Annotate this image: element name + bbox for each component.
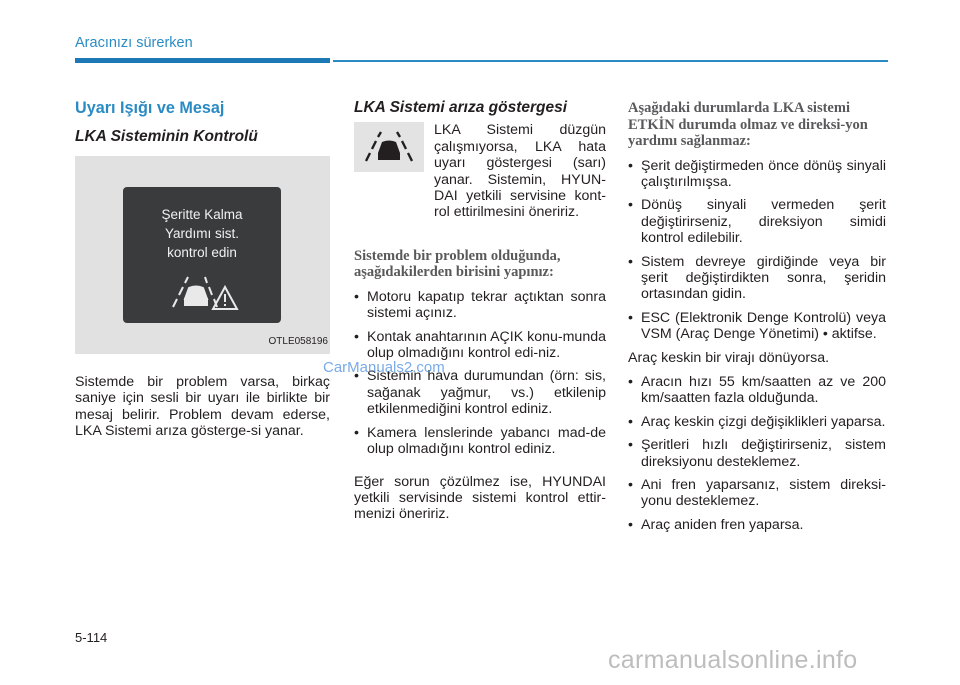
list-item: • Ani fren yaparsanız, sistem direksi-yonu desteklemez. [628,477,886,510]
cluster-message-line: Şeritte Kalma [161,206,243,222]
figure-caption: OTLE058196 [268,336,328,348]
column-1 [75,100,330,439]
list-item: • Şeritleri hızlı değiştirirseniz, sistem direksiyonu desteklemez. [628,437,886,470]
list-item: • Motoru kapatıp tekrar açtıktan sonra sistemi açınız. [354,289,606,322]
list-item: • Sistem devreye girdiğinde veya bir şerit değiştirdikten sonra, şeridin ortasından gidin. [628,254,886,303]
watermark: carmanualsonline.info [608,646,858,674]
list-item: • Kamera lenslerinde yabancı mad-de olup olmadığını kontrol ediniz. [354,425,606,458]
column-3 [628,100,886,540]
cluster-message-line: Yardımı sist. [164,225,239,241]
cluster-message [123,205,281,262]
lane-warning-icon [169,275,239,311]
page-number: 5-114 [75,630,108,645]
list-item: • ESC (Elektronik Denge Kontrolü) veya VSM (Araç Denge Yönetimi) • aktifse. [628,310,886,343]
section-title: Uyarı Işığı ve Mesaj [75,99,225,117]
paragraph: Araç keskin bir virajı dönüyorsa. [628,349,830,366]
list-item: • Şerit değiştirmeden önce dönüş sinyali çalıştırılmışsa. [628,158,886,191]
cluster-message-line: kontrol edin [167,244,237,260]
indicator-description: LKA Sistemi düzgün çalışmıyorsa, LKA hata uyarı göstergesi (sarı) yanar. Sistemin, HYUN-DAI yetkili servisine kont-rol ettirilmesini öneririz. [434,122,606,221]
lka-indicator-icon [354,122,424,172]
subsection-title: LKA Sistemi arıza göstergesi [354,99,568,116]
header-rule-light [333,60,888,62]
list-item: • Aracın hızı 55 km/saatten az ve 200 km/saatten fazla olduğunda. [628,374,886,407]
conditions-list-2 [628,374,886,533]
watermark: CarManuals2.com [323,359,445,376]
conditions-heading: Aşağıdaki durumlarda LKA sistemi ETKİN durumda olmaz ve direksi-yon yardımı sağlanmaz: [628,100,868,149]
list-item: • Araç keskin çizgi değişiklikleri yaparsa. [628,414,886,430]
conditions-list [628,158,886,343]
subsection-title: LKA Sisteminin Kontrolü [75,128,258,146]
closing-paragraph: Eğer sorun çözülmez ise, HYUNDAI yetkili servisinde sistemi kontrol ettir-menizi öneririz. [354,473,606,523]
indicator-row [354,122,606,220]
running-header: Aracınızı sürerken [75,35,193,51]
header-rule-dark [75,58,330,63]
cluster-display [123,187,281,323]
list-item: • Dönüş sinyali vermeden şerit değiştirirseniz, direksiyon simidi kontrol edilebilir. [628,197,886,246]
list-item: • Araç aniden fren yaparsa. [628,517,886,533]
column-2 [354,100,606,523]
list-item: • Kontak anahtarının AÇIK konu-munda olup olmadığını kontrol edi-niz. [354,329,606,362]
cluster-message-figure [75,156,330,354]
list-item: • Sistemin hava durumundan (örn: sis, sağanak yağmur, vs.) etkilenip etkilenmediğini kontrol ediniz. [354,368,606,417]
troubleshoot-heading: Sistemde bir problem olduğunda, aşağıdakilerden birisini yapınız: [354,247,561,281]
paragraph: Sistemde bir problem varsa, birkaç saniye için sesli bir uyarı ile birlikte bir mesaj belirir. Problem devam ederse, LKA Sistemi arıza gösterge-si yanar. [75,373,330,440]
